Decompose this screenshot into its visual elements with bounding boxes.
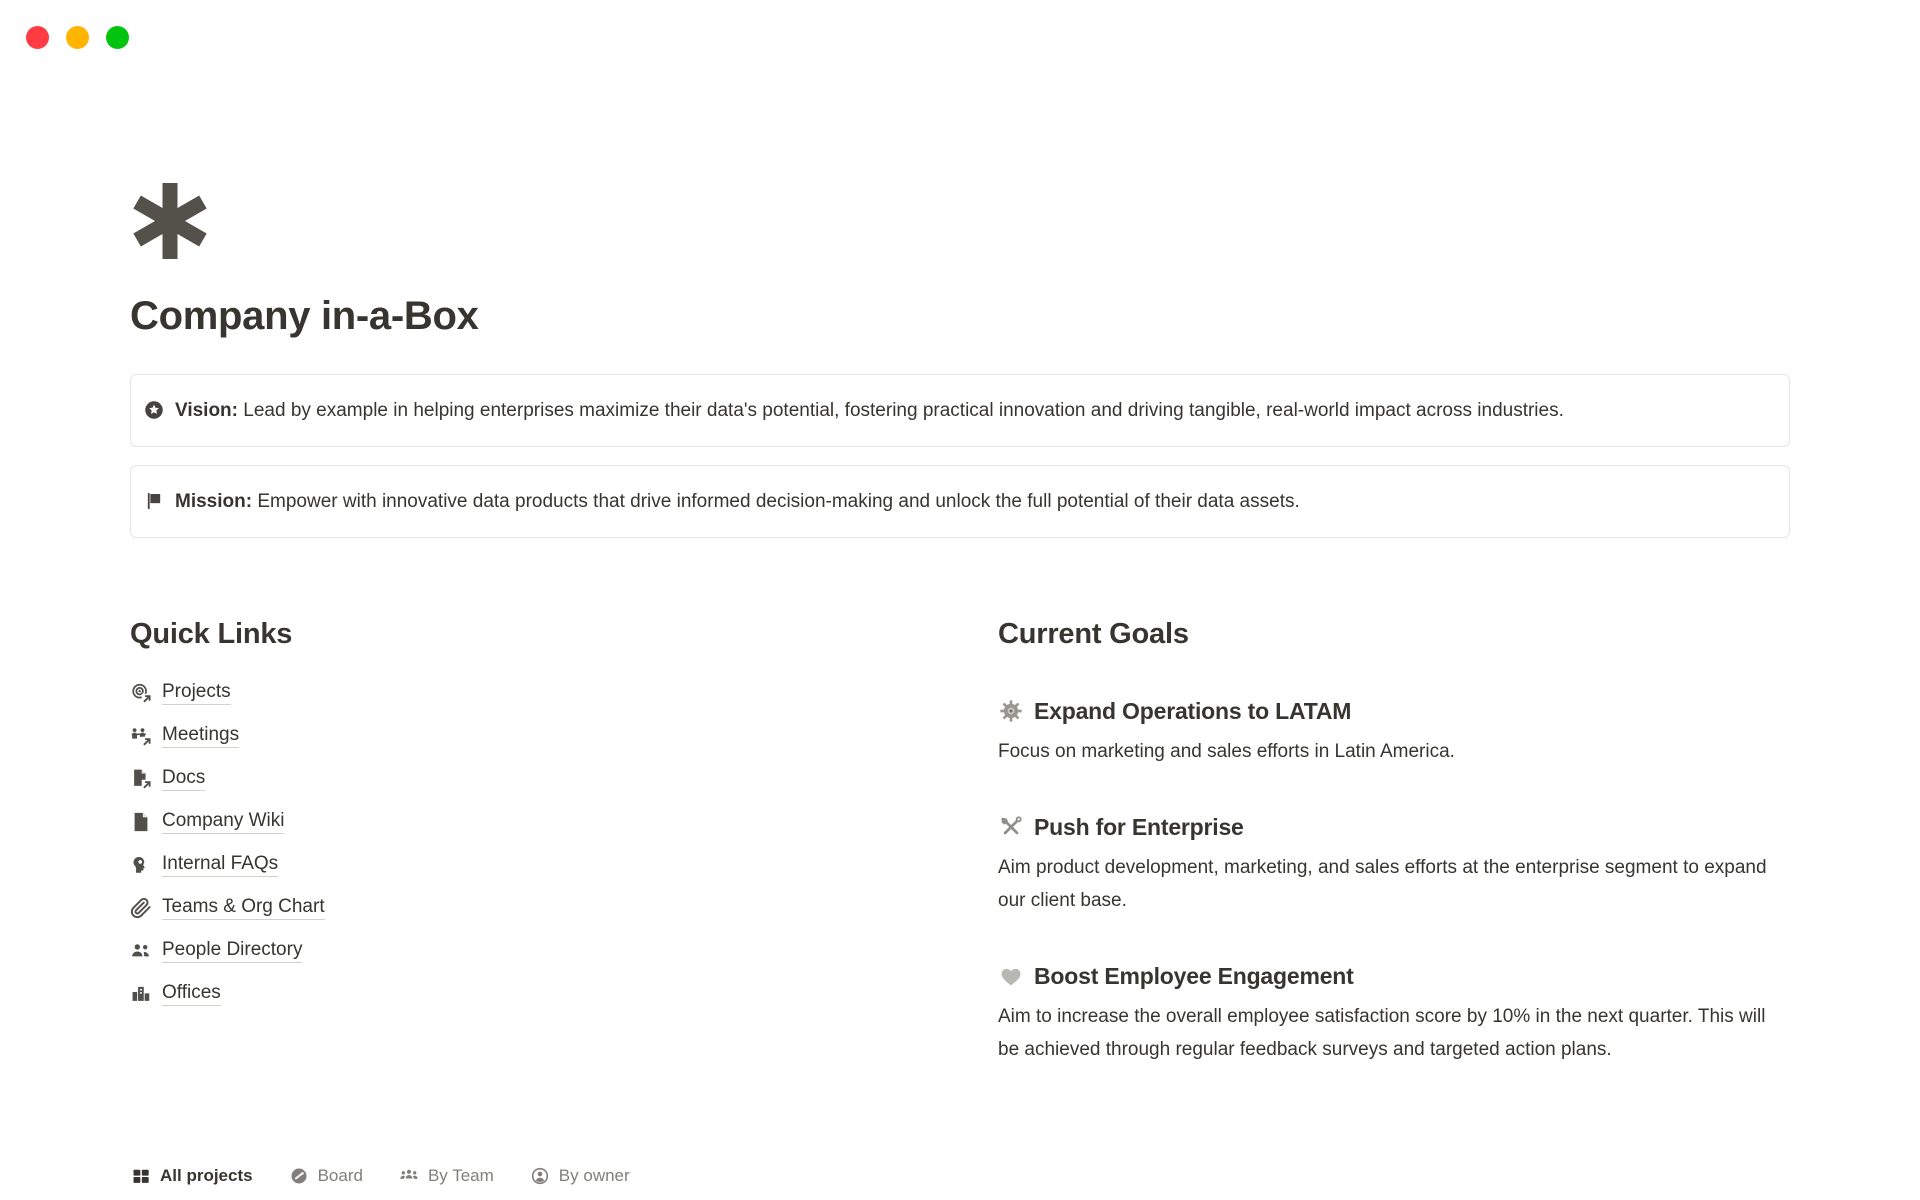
link-label: Company Wiki: [162, 810, 284, 834]
building-icon: [130, 983, 152, 1005]
board-icon: [289, 1166, 309, 1186]
goal-1-heading: [998, 696, 1790, 726]
paperclip-icon: [130, 897, 152, 919]
quick-links-list: [130, 678, 952, 1009]
document-arrow-icon: [130, 768, 152, 790]
head-profile-icon: [130, 854, 152, 876]
notion-page: [130, 0, 1790, 1066]
grid-icon: [131, 1166, 151, 1186]
link-offices[interactable]: [130, 979, 952, 1009]
tab-label: By owner: [558, 1166, 630, 1185]
goal-2-description: Aim product development, marketing, and sales efforts at the enterprise segment to expand our client base.: [998, 857, 1767, 911]
quick-links-heading: Quick Links: [130, 618, 293, 650]
gear-icon: [998, 698, 1024, 724]
window-controls: [26, 26, 129, 49]
link-projects[interactable]: [130, 678, 952, 708]
asterisk-icon[interactable]: [130, 181, 210, 261]
current-goals-heading: Current Goals: [998, 618, 1189, 650]
goal-3-description: Aim to increase the overall employee satisfaction score by 10% in the next quarter. This will be achieved through regular feedback surveys and targeted action plans.: [998, 1006, 1766, 1060]
goal-title: Boost Employee Engagement: [1034, 963, 1354, 989]
vision-text: [175, 395, 1564, 426]
current-goals-column: [998, 616, 1790, 1066]
link-company-wiki[interactable]: [130, 807, 952, 837]
tab-label: Board: [317, 1166, 363, 1185]
goal-title: Expand Operations to LATAM: [1034, 698, 1352, 724]
owner-icon: [530, 1166, 550, 1186]
link-meetings[interactable]: [130, 721, 952, 751]
link-label: Offices: [162, 982, 221, 1006]
mission-body: Empower with innovative data products that drive informed decision-making and unlock the full potential of their data assets.: [257, 491, 1300, 512]
people-icon: [130, 940, 152, 962]
mission-text: [175, 486, 1300, 517]
mission-callout: [130, 465, 1790, 538]
vision-body: Lead by example in helping enterprises maximize their data's potential, fostering practical innovation and driving tangible, real-world impact across industries.: [243, 400, 1564, 421]
link-label: Internal FAQs: [162, 853, 278, 877]
tab-label: All projects: [160, 1166, 253, 1185]
tab-label: By Team: [427, 1166, 494, 1185]
zoom-button[interactable]: [106, 26, 129, 49]
goal-title: Push for Enterprise: [1034, 814, 1244, 840]
tab-by-team[interactable]: [399, 1166, 494, 1186]
link-label: People Directory: [162, 939, 302, 963]
database-view-tabs: [131, 1166, 630, 1186]
page-title: Company in-a-Box: [130, 294, 479, 338]
tab-board[interactable]: [289, 1166, 363, 1186]
link-label: Teams & Org Chart: [162, 896, 325, 920]
two-column-layout: [130, 616, 1790, 1066]
tab-all-projects[interactable]: [131, 1166, 253, 1186]
link-label: Meetings: [162, 724, 239, 748]
flag-icon: [144, 491, 164, 511]
goal-1-description: Focus on marketing and sales efforts in Latin America.: [998, 741, 1455, 762]
link-label: Projects: [162, 681, 231, 705]
goal-2-heading: [998, 812, 1790, 842]
vision-label: Vision:: [175, 400, 238, 421]
heart-icon: [998, 963, 1024, 989]
tools-icon: [998, 814, 1024, 840]
link-internal-faqs[interactable]: [130, 850, 952, 880]
vision-callout: [130, 374, 1790, 447]
page-icon: [130, 811, 152, 833]
link-people-directory[interactable]: [130, 936, 952, 966]
star-circle-icon: [144, 400, 164, 420]
target-arrow-icon: [130, 682, 152, 704]
goal-3-heading: [998, 961, 1790, 991]
mission-label: Mission:: [175, 491, 253, 512]
minimize-button[interactable]: [66, 26, 89, 49]
quick-links-column: [130, 616, 952, 1066]
link-docs[interactable]: [130, 764, 952, 794]
team-icon: [399, 1166, 419, 1186]
tab-by-owner[interactable]: [530, 1166, 630, 1186]
link-teams-org-chart[interactable]: [130, 893, 952, 923]
meeting-arrow-icon: [130, 725, 152, 747]
close-button[interactable]: [26, 26, 49, 49]
link-label: Docs: [162, 767, 205, 791]
